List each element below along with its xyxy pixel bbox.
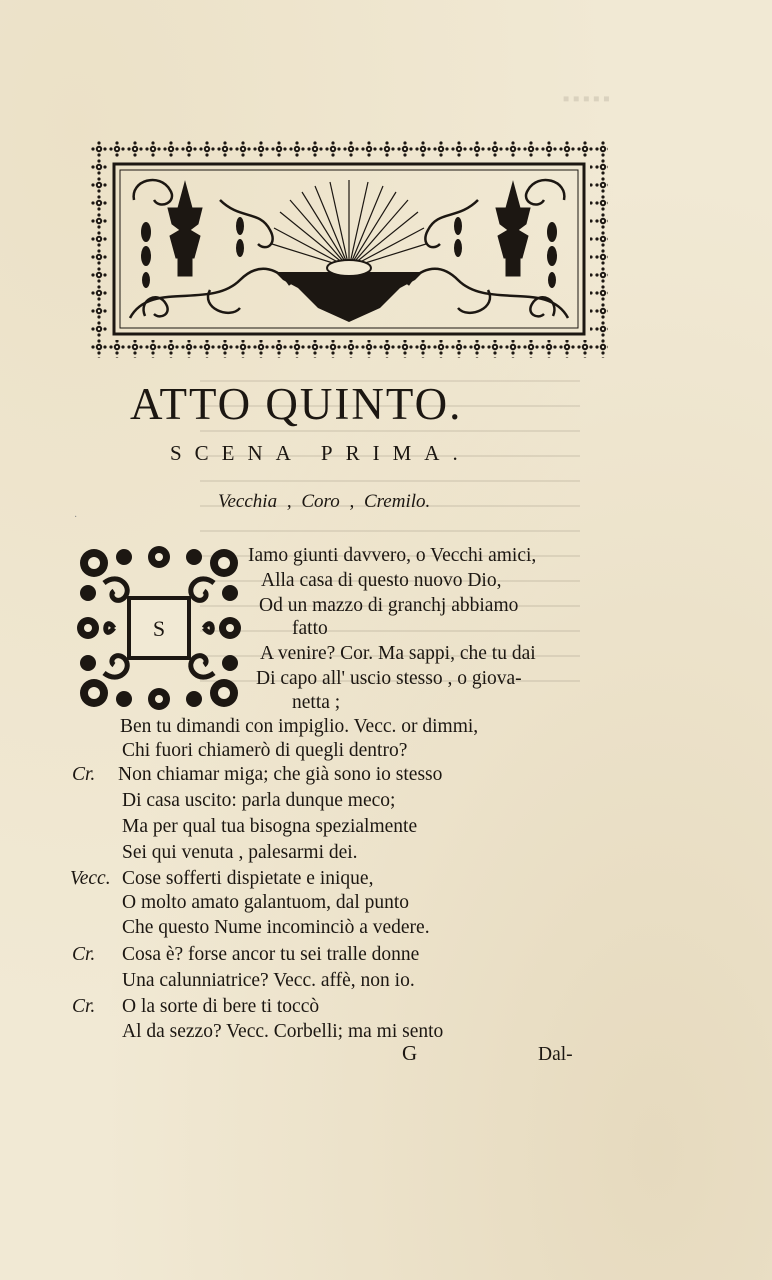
decorated-initial [74, 543, 244, 713]
verse-line: Una calunniatrice? Vecc. affè, non io. [122, 970, 415, 991]
act-title: ATTO QUINTO. [130, 379, 463, 429]
verse-line: O la sorte di bere ti toccò [122, 996, 320, 1017]
character-list: Vecchia , Coro , Cremilo. [218, 491, 431, 512]
initial-letter: S [152, 616, 166, 641]
verse-line: A venire? Cor. Ma sappi, che tu dai [260, 643, 536, 664]
verse-line: netta ; [292, 692, 341, 713]
verse-line: Ma per qual tua bisogna spezialmente [122, 816, 418, 837]
verse-line: O molto amato galantuom, dal punto [122, 892, 410, 913]
speaker-label: Vecc. [70, 868, 111, 889]
show-through-text: ▪▪▪▪▪ [559, 88, 610, 110]
margin-mark: · [74, 512, 78, 523]
verse-line: Non chiamar miga; che già sono io stesso [118, 764, 443, 785]
signature-mark: G [402, 1041, 418, 1065]
headpiece-ornament [90, 140, 608, 358]
verse-line: Di casa uscito: parla dunque meco; [122, 790, 396, 811]
verse-line: Alla casa di questo nuovo Dio, [261, 570, 502, 591]
catchword: Dal- [538, 1044, 573, 1065]
verse-line: Cose sofferti dispietate e inique, [122, 868, 374, 889]
verse-line: fatto [292, 618, 328, 639]
verse-line: Iamo giunti davvero, o Vecchi amici, [248, 545, 537, 566]
verse-line: Al da sezzo? Vecc. Corbelli; ma mi sento [122, 1021, 444, 1042]
speaker-label: Cr. [72, 764, 96, 785]
verse-line: Chi fuori chiamerò di quegli dentro? [122, 740, 408, 761]
verse-line: Sei qui venuta , palesarmi dei. [122, 842, 358, 863]
verse-line: Di capo all' uscio stesso , o giova- [256, 668, 522, 689]
verse-line: Che questo Nume incominciò a vedere. [122, 917, 430, 938]
verse-line: Cosa è? forse ancor tu sei tralle donne [122, 944, 420, 965]
verse-line: Od un mazzo di granchj abbiamo [259, 595, 519, 616]
verse-line: Ben tu dimandi con impiglio. Vecc. or dimmi, [120, 716, 479, 737]
speaker-label: Cr. [72, 944, 96, 965]
scene-title: SCENA PRIMA. [170, 441, 471, 465]
speaker-label: Cr. [72, 996, 96, 1017]
